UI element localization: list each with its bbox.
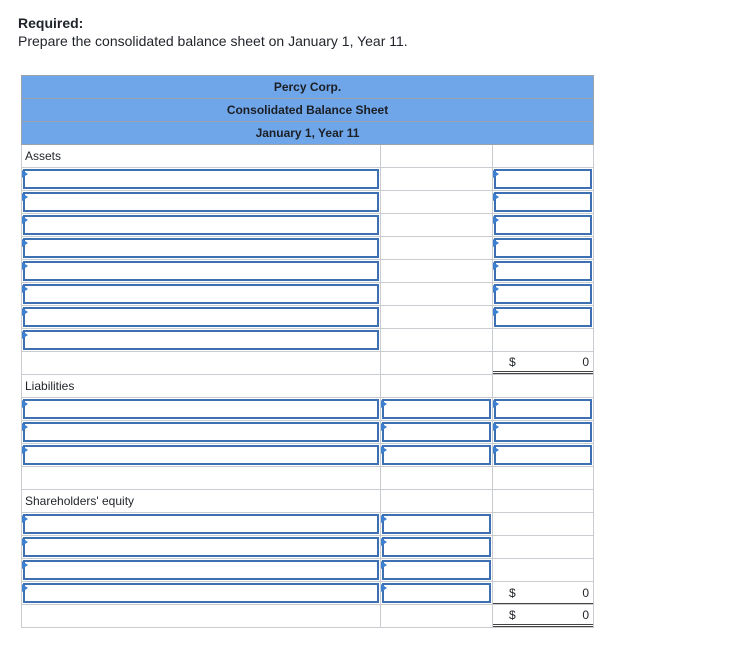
required-heading: Required: (18, 15, 84, 31)
asset-amount-input[interactable] (494, 215, 592, 235)
equity-row (21, 513, 594, 536)
asset-row (21, 329, 594, 352)
dropdown-arrow-icon[interactable] (22, 308, 28, 316)
dropdown-arrow-icon[interactable] (22, 331, 28, 339)
asset-amount-input[interactable] (494, 261, 592, 281)
dropdown-arrow-icon (381, 515, 387, 523)
total-liab-equity-row (21, 605, 594, 628)
asset-name-input[interactable] (23, 261, 379, 281)
equity-row (21, 582, 594, 605)
liability-amount-input[interactable] (382, 445, 491, 465)
asset-amount-input[interactable] (494, 307, 592, 327)
dropdown-arrow-icon (493, 193, 499, 201)
dropdown-arrow-icon (381, 446, 387, 454)
equity-row (21, 559, 594, 582)
dropdown-arrow-icon (381, 400, 387, 408)
equity-name-input[interactable] (23, 514, 379, 534)
liabilities-label: Liabilities (25, 379, 75, 393)
dropdown-arrow-icon (381, 423, 387, 431)
asset-row (21, 260, 594, 283)
liability-name-input[interactable] (23, 399, 379, 419)
section-row-assets (21, 145, 594, 168)
asset-row (21, 214, 594, 237)
dropdown-arrow-icon (493, 400, 499, 408)
dropdown-arrow-icon (381, 538, 387, 546)
dropdown-arrow-icon (493, 239, 499, 247)
liability-total-input[interactable] (494, 445, 592, 465)
equity-amount-input[interactable] (382, 537, 491, 557)
blank-row (21, 467, 594, 490)
liability-row (21, 444, 594, 467)
dropdown-arrow-icon[interactable] (22, 216, 28, 224)
dropdown-arrow-icon[interactable] (22, 262, 28, 270)
required-text: Prepare the consolidated balance sheet on January 1, Year 11. (18, 33, 408, 49)
total-assets (493, 352, 593, 374)
asset-name-input[interactable] (23, 169, 379, 189)
equity-amount-input[interactable] (382, 583, 491, 603)
dropdown-arrow-icon[interactable] (22, 561, 28, 569)
equity-amount-input[interactable] (382, 514, 491, 534)
dropdown-arrow-icon[interactable] (22, 400, 28, 408)
dropdown-arrow-icon (493, 446, 499, 454)
currency-symbol: $ (509, 354, 516, 369)
equity-name-input[interactable] (23, 560, 379, 580)
total-liab-equity-value: 0 (582, 607, 589, 622)
asset-row (21, 191, 594, 214)
asset-amount-input[interactable] (494, 169, 592, 189)
dropdown-arrow-icon[interactable] (22, 423, 28, 431)
currency-symbol: $ (509, 585, 516, 600)
dropdown-arrow-icon[interactable] (22, 193, 28, 201)
dropdown-arrow-icon[interactable] (22, 285, 28, 293)
total-equity (493, 582, 593, 604)
dropdown-arrow-icon[interactable] (22, 515, 28, 523)
dropdown-arrow-icon[interactable] (22, 170, 28, 178)
dropdown-arrow-icon[interactable] (22, 584, 28, 592)
total-equity-value: 0 (582, 585, 589, 600)
section-row-equity (21, 490, 594, 513)
section-row-liabilities (21, 375, 594, 398)
asset-name-input[interactable] (23, 284, 379, 304)
equity-amount-input[interactable] (382, 560, 491, 580)
dropdown-arrow-icon[interactable] (22, 538, 28, 546)
dropdown-arrow-icon (493, 170, 499, 178)
dropdown-arrow-icon (493, 308, 499, 316)
statement-date: January 1, Year 11 (21, 122, 594, 145)
equity-label: Shareholders' equity (25, 494, 135, 508)
dropdown-arrow-icon (493, 285, 499, 293)
asset-row (21, 237, 594, 260)
liability-row (21, 398, 594, 421)
dropdown-arrow-icon (381, 584, 387, 592)
liability-amount-input[interactable] (382, 422, 491, 442)
statement-title: Consolidated Balance Sheet (21, 99, 594, 122)
asset-amount-input[interactable] (494, 238, 592, 258)
total-assets-value: 0 (582, 354, 589, 369)
currency-symbol: $ (509, 607, 516, 622)
balance-sheet-table (21, 75, 594, 628)
instructions (18, 14, 408, 50)
asset-row (21, 168, 594, 191)
dropdown-arrow-icon (493, 423, 499, 431)
asset-name-input[interactable] (23, 215, 379, 235)
assets-label: Assets (25, 149, 62, 163)
asset-row (21, 306, 594, 329)
total-liabilities-equity (493, 605, 593, 627)
equity-name-input[interactable] (23, 583, 379, 603)
dropdown-arrow-icon (381, 561, 387, 569)
company-name: Percy Corp. (21, 75, 594, 99)
asset-name-input[interactable] (23, 238, 379, 258)
asset-amount-input[interactable] (494, 192, 592, 212)
dropdown-arrow-icon (493, 216, 499, 224)
liability-amount-input[interactable] (382, 399, 491, 419)
liability-total-input[interactable] (494, 422, 592, 442)
equity-row (21, 536, 594, 559)
liability-name-input[interactable] (23, 422, 379, 442)
equity-name-input[interactable] (23, 537, 379, 557)
dropdown-arrow-icon[interactable] (22, 446, 28, 454)
asset-name-input[interactable] (23, 307, 379, 327)
liability-name-input[interactable] (23, 445, 379, 465)
liability-row (21, 421, 594, 444)
total-assets-row (21, 352, 594, 375)
asset-amount-input[interactable] (494, 284, 592, 304)
asset-row (21, 283, 594, 306)
dropdown-arrow-icon (493, 262, 499, 270)
asset-name-input[interactable] (23, 330, 379, 350)
dropdown-arrow-icon[interactable] (22, 239, 28, 247)
liability-total-input[interactable] (494, 399, 592, 419)
asset-name-input[interactable] (23, 192, 379, 212)
